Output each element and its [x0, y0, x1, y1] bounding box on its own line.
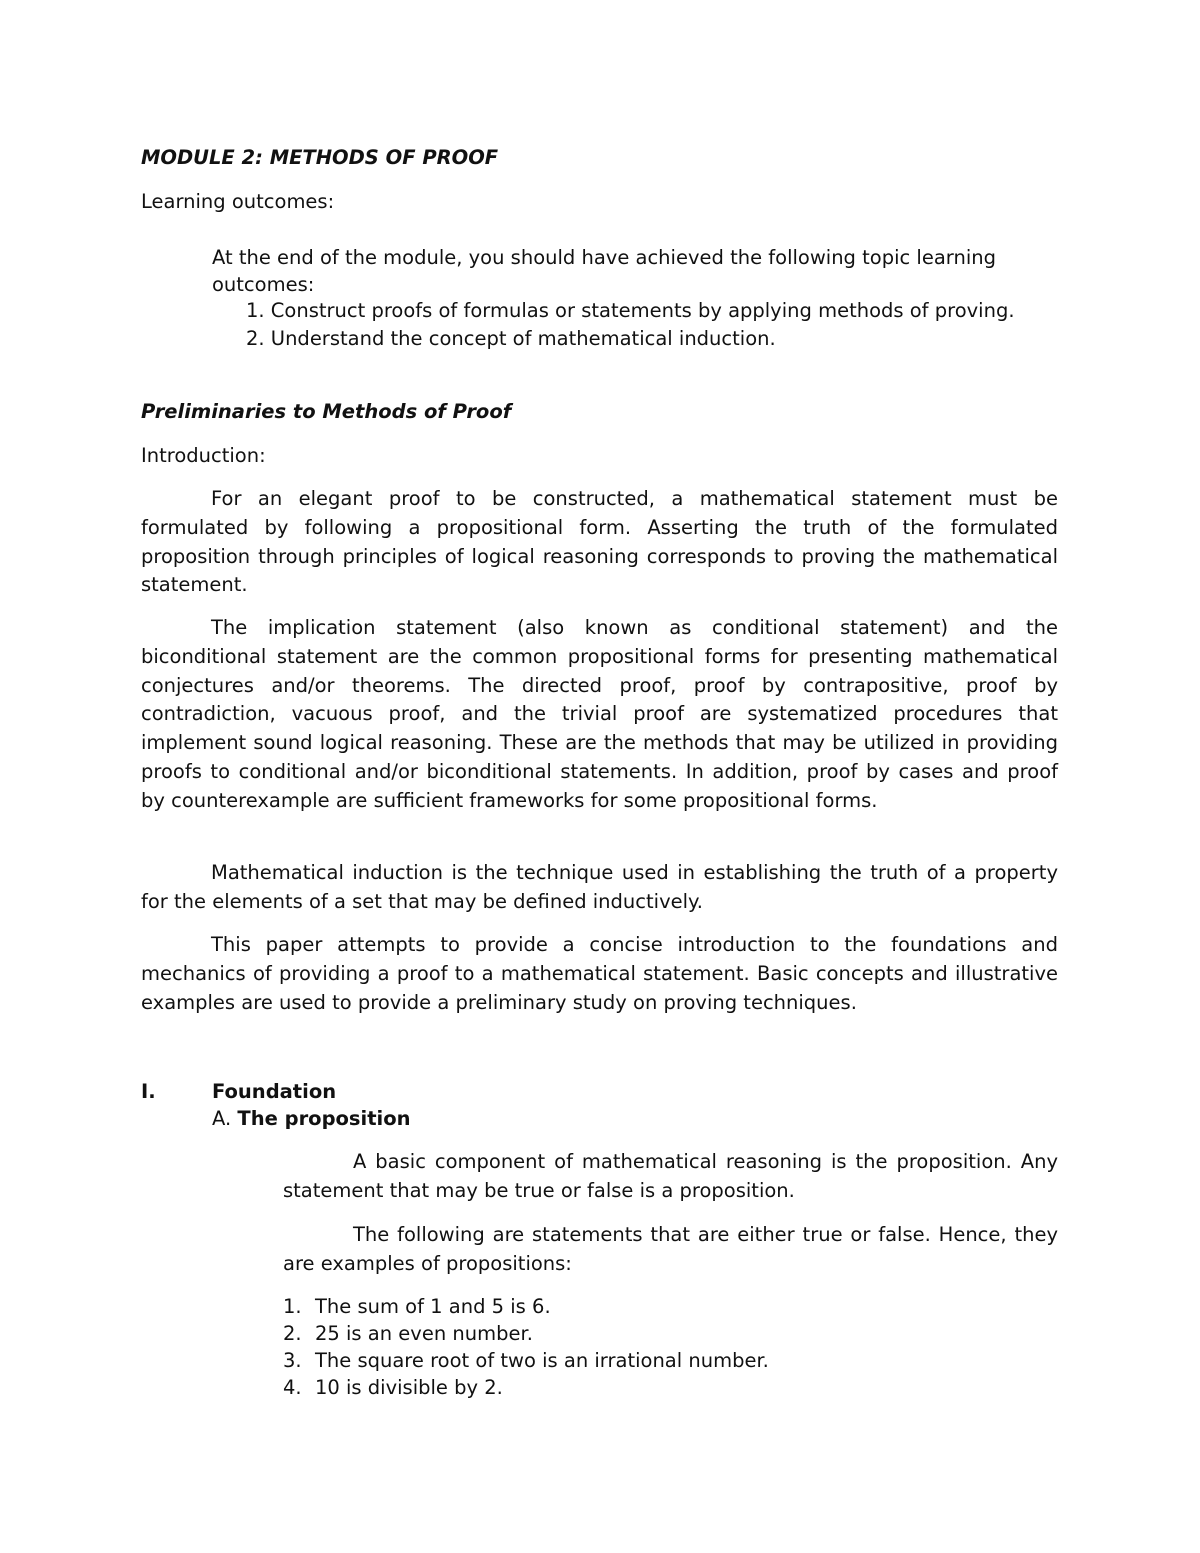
list-item-text: 25 is an even number.	[315, 1322, 533, 1345]
section-title: Foundation	[212, 1080, 337, 1103]
subsection-letter: A.	[212, 1107, 232, 1130]
subsection-heading	[212, 1104, 411, 1133]
list-item	[283, 1374, 503, 1402]
intro-paragraph-4: This paper attempts to provide a concise introduction to the foundations and mechanics of providing a proof to a mathematical statement. Basic concepts and illustrative examples are used to provide a preliminary study on proving techniques.	[141, 933, 1058, 1014]
intro-paragraph-3: Mathematical induction is the technique used in establishing the truth of a property for the elements of a set that may be defined inductively.	[141, 861, 1058, 913]
list-item	[283, 1293, 551, 1321]
intro-paragraph-2: The implication statement (also known as conditional statement) and the biconditional statement are the common propositional forms for presenting mathematical conjectures and/or theorems. The directed proof, proof by contrapositive, proof by contradiction, vacuous proof, and the trivial proof are systematized procedures that implement sound logical reasoning. These are the methods that may be utilized in providing proofs to conditional and/or biconditional statements. In addition, proof by cases and proof by counterexample are sufficient frameworks for some propositional forms.	[141, 616, 1058, 812]
subsection-title: The proposition	[237, 1107, 411, 1130]
introduction-label: Introduction:	[141, 444, 266, 467]
list-item-number: 1.	[283, 1295, 302, 1318]
outcomes-intro-line-1: At the end of the module, you should have achieved the following topic learning	[212, 246, 996, 269]
list-item	[283, 1347, 769, 1375]
outcome-item-1: 1. Construct proofs of formulas or statements by applying methods of proving.	[246, 299, 1015, 322]
list-item-number: 4.	[283, 1376, 302, 1399]
list-item-text: The sum of 1 and 5 is 6.	[315, 1295, 551, 1318]
proposition-paragraph-1: A basic component of mathematical reasoning is the proposition. Any statement that may be true or false is a proposition.	[283, 1150, 1058, 1202]
outcome-item-2: 2. Understand the concept of mathematical induction.	[246, 327, 776, 350]
proposition-paragraph-2: The following are statements that are either true or false. Hence, they are examples of propositions:	[283, 1223, 1058, 1275]
intro-paragraph-1: For an elegant proof to be constructed, a mathematical statement must be formulated by following a propositional form. Asserting the truth of the formulated proposition through principles of logical reasoning corresponds to proving the mathematical statement.	[141, 487, 1058, 597]
module-title: MODULE 2: METHODS OF PROOF	[141, 146, 499, 169]
list-item-number: 3.	[283, 1349, 302, 1372]
list-item-text: The square root of two is an irrational number.	[315, 1349, 769, 1372]
list-item-text: 10 is divisible by 2.	[315, 1376, 503, 1399]
list-item-number: 2.	[283, 1322, 302, 1345]
section-numeral: I.	[141, 1080, 156, 1103]
preliminaries-heading: Preliminaries to Methods of Proof	[141, 400, 512, 423]
list-item	[283, 1320, 533, 1348]
learning-outcomes-label: Learning outcomes:	[141, 190, 335, 213]
outcomes-intro-line-2: outcomes:	[212, 273, 315, 296]
